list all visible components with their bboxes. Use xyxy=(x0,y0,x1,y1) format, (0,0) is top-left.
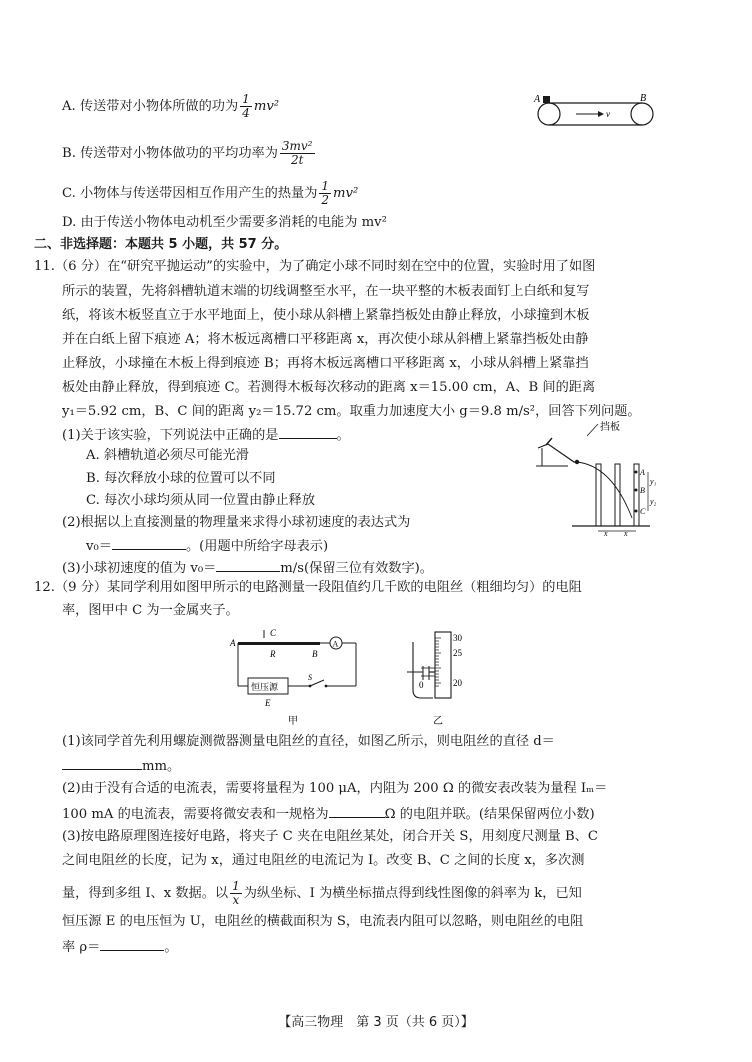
q12-part-1-line-2 xyxy=(62,755,180,777)
block-icon xyxy=(543,96,550,103)
q11-line-6: 板处由静止释放，得到痕迹 C。若测得木板每次移动的距离 x＝15.00 cm，A、B 间的距离 xyxy=(62,380,596,395)
q12-part-3-line-2: 之间电阻丝的长度，记为 x，通过电阻丝的电流记为 I。改变 B、C 之间的长度 x，多次测 xyxy=(62,853,585,868)
fig-label-e: E xyxy=(265,698,271,708)
q12-part-1-line-1: (1)该同学首先利用螺旋测微器测量电阻丝的直径，如图乙所示，则电阻丝的直径 d＝ xyxy=(62,734,555,749)
q11-part-2-line-1: (2)根据以上直接测量的物理量来求得小球初速度的表达式为 xyxy=(62,515,411,530)
q11-line-1: 11.（6 分）在“研究平抛运动”的实验中，为了确定小球不同时刻在空中的位置，实验时用了如图 xyxy=(34,259,596,274)
fig-label-x: x xyxy=(604,529,608,536)
q10-option-a-tail: mv² xyxy=(253,99,280,114)
fig-label-source: 恒压源 xyxy=(251,682,279,692)
q12-part-3-line-3 xyxy=(62,880,582,907)
answer-blank[interactable] xyxy=(112,535,186,550)
q11-line-5: 止释放，小球撞在木板上得到痕迹 B；再将木板远离槽口平移距离 x，小球从斜槽上紧靠挡 xyxy=(62,356,589,371)
q12-part-3-line-4: 恒压源 E 的电压恒为 U，电阻丝的横截面积为 S，电流表内阻可以忽略，则电阻丝的电阻 xyxy=(62,914,584,929)
q12-part-2-end: Ω 的电阻并联。(结果保留两位小数) xyxy=(384,807,595,822)
q11-part-1-end: 。 xyxy=(336,428,350,443)
q12-part-3-fraction xyxy=(230,880,242,907)
q10-option-c-text: C. 小物体与传送带因相互作用产生的热量为 xyxy=(62,186,318,201)
frac-num: 1 xyxy=(232,879,240,893)
q10-option-c-fraction xyxy=(319,180,331,207)
fig-label-y2: y₂ xyxy=(650,497,657,506)
q10-option-b-fraction xyxy=(280,140,315,167)
q12-part-2-line-2 xyxy=(62,803,595,825)
frac-den: x xyxy=(232,893,240,907)
frac-den: 4 xyxy=(242,106,250,120)
fig-label-r: R xyxy=(270,649,276,659)
q11-option-b: B. 每次释放小球的位置可以不同 xyxy=(86,471,276,486)
q11-line-4: 并在白纸上留下痕迹 A；将木板远离槽口平移距离 x，再次使小球从斜槽上紧靠挡板处由静 xyxy=(62,332,589,347)
q12-part-2-line-1: (2)由于没有合适的电流表，需要将量程为 100 μA，内阻为 200 Ω 的微安表改装为量程 Iₘ＝ xyxy=(62,781,608,796)
q10-option-b-text: B. 传送带对小物体做功的平均功率为 xyxy=(62,146,278,161)
frac-num: 1 xyxy=(242,92,250,106)
fig-label-a: A xyxy=(534,94,541,105)
page-footer: 【高三物理 第 3 页（共 6 页）】 xyxy=(278,1015,474,1030)
q10-option-a-text: A. 传送带对小物体所做的功为 xyxy=(62,99,239,114)
section-heading: 二、非选择题：本题共 5 小题，共 57 分。 xyxy=(34,237,288,252)
fig-label-a: A xyxy=(230,638,236,648)
circuit-figure xyxy=(228,628,368,728)
q10-option-c xyxy=(62,180,358,207)
q10-option-d: D. 由于传送小物体电动机至少需要多消耗的电能为 mv² xyxy=(62,215,387,230)
fig-label-v: v xyxy=(606,109,610,119)
fig-label-y1: y₁ xyxy=(650,477,657,486)
q12-line-1: 12.（9 分）某同学利用如图甲所示的电路测量一段阻值约几千欧的电阻丝（粗细均匀）的电阻 xyxy=(34,580,582,595)
q11-option-a: A. 斜槽轨道必须尽可能光滑 xyxy=(86,448,249,463)
q10-option-a xyxy=(62,93,279,120)
frac-num: 3mv² xyxy=(281,139,313,153)
frac-den: 2t xyxy=(290,153,304,167)
fig-label-dangban: 挡板 xyxy=(600,422,620,433)
q11-line-7: y₁＝5.92 cm，B、C 间的距离 y₂＝15.72 cm。取重力加速度大小 g＝9.8 m/s²，回答下列问题。 xyxy=(62,404,641,419)
fig-label-c: C xyxy=(270,628,277,638)
answer-blank[interactable] xyxy=(100,936,164,951)
q11-part-1-text: (1)关于该实验，下列说法中正确的是 xyxy=(62,428,279,443)
q11-part-2-lead: v₀＝ xyxy=(86,539,112,554)
q11-part-3-text: (3)小球初速度的值为 v₀＝ xyxy=(62,561,217,576)
fig-label-yi: 乙 xyxy=(433,716,443,727)
q12-line-2: 率，图甲中 C 为一金属夹子。 xyxy=(62,603,239,618)
fig-label-0: 0 xyxy=(419,680,424,690)
projectile-apparatus-figure xyxy=(532,418,667,536)
q12-part-3-post: 为纵坐标、I 为横坐标描点得到线性图像的斜率为 k，已知 xyxy=(243,886,582,901)
q12-part-3-rho: 率 ρ＝ xyxy=(62,940,101,955)
frac-num: 1 xyxy=(321,179,330,193)
q12-part-3-end: 。 xyxy=(164,940,178,955)
q11-part-2-end: 。(用题中所给字母表示) xyxy=(185,539,329,554)
fig-label-jia: 甲 xyxy=(288,716,298,727)
q12-part-1-unit: mm。 xyxy=(142,759,181,774)
fig-label-b: B xyxy=(312,649,318,659)
answer-blank[interactable] xyxy=(216,557,280,572)
q10-option-c-tail: mv² xyxy=(333,186,359,201)
q11-part-2-line-2 xyxy=(86,535,328,557)
answer-blank[interactable] xyxy=(62,755,142,770)
fig-label-s: S xyxy=(308,673,312,682)
answer-blank[interactable] xyxy=(329,803,385,818)
q10-option-a-fraction xyxy=(240,93,252,120)
q11-part-1 xyxy=(62,424,350,446)
q12-part-3-pre: 量，得到多组 I、x 数据。以 xyxy=(62,886,229,901)
q12-part-3-line-5 xyxy=(62,936,178,958)
frac-den: 2 xyxy=(321,193,330,207)
answer-blank[interactable] xyxy=(279,424,337,439)
q11-line-3: 纸，将该木板竖直立于水平地面上，使小球从斜槽上紧靠挡板处由静止释放，小球撞到木板 xyxy=(62,308,590,323)
q12-part-2-text: 100 mA 的电流表，需要将微安表和一规格为 xyxy=(62,807,329,822)
fig-label-x: x xyxy=(624,529,628,536)
fig-label-c: C xyxy=(640,507,646,516)
fig-label-20: 20 xyxy=(453,678,462,688)
q12-part-3-line-1: (3)按电路原理图连接好电路，将夹子 C 夹在电阻丝某处，闭合开关 S，用刻度尺测量 B、C xyxy=(62,829,598,844)
fig-label-b: B xyxy=(640,486,645,495)
q11-line-2: 所示的装置，先将斜槽轨道末端的切线调整至水平，在一块平整的木板表面钉上白纸和复写 xyxy=(62,284,590,299)
micrometer-figure xyxy=(405,628,495,728)
q10-option-b xyxy=(62,140,317,167)
fig-label-meter: A xyxy=(332,639,339,649)
fig-label-a: A xyxy=(640,468,645,477)
q11-part-3 xyxy=(62,557,433,579)
fig-label-30: 30 xyxy=(453,633,462,643)
fig-label-b: B xyxy=(640,93,647,104)
conveyor-belt-figure xyxy=(532,92,658,132)
fig-label-25: 25 xyxy=(453,648,462,658)
q11-part-3-end: m/s(保留三位有效数字)。 xyxy=(280,561,433,576)
q11-option-c: C. 每次小球均须从同一位置由静止释放 xyxy=(86,493,316,508)
